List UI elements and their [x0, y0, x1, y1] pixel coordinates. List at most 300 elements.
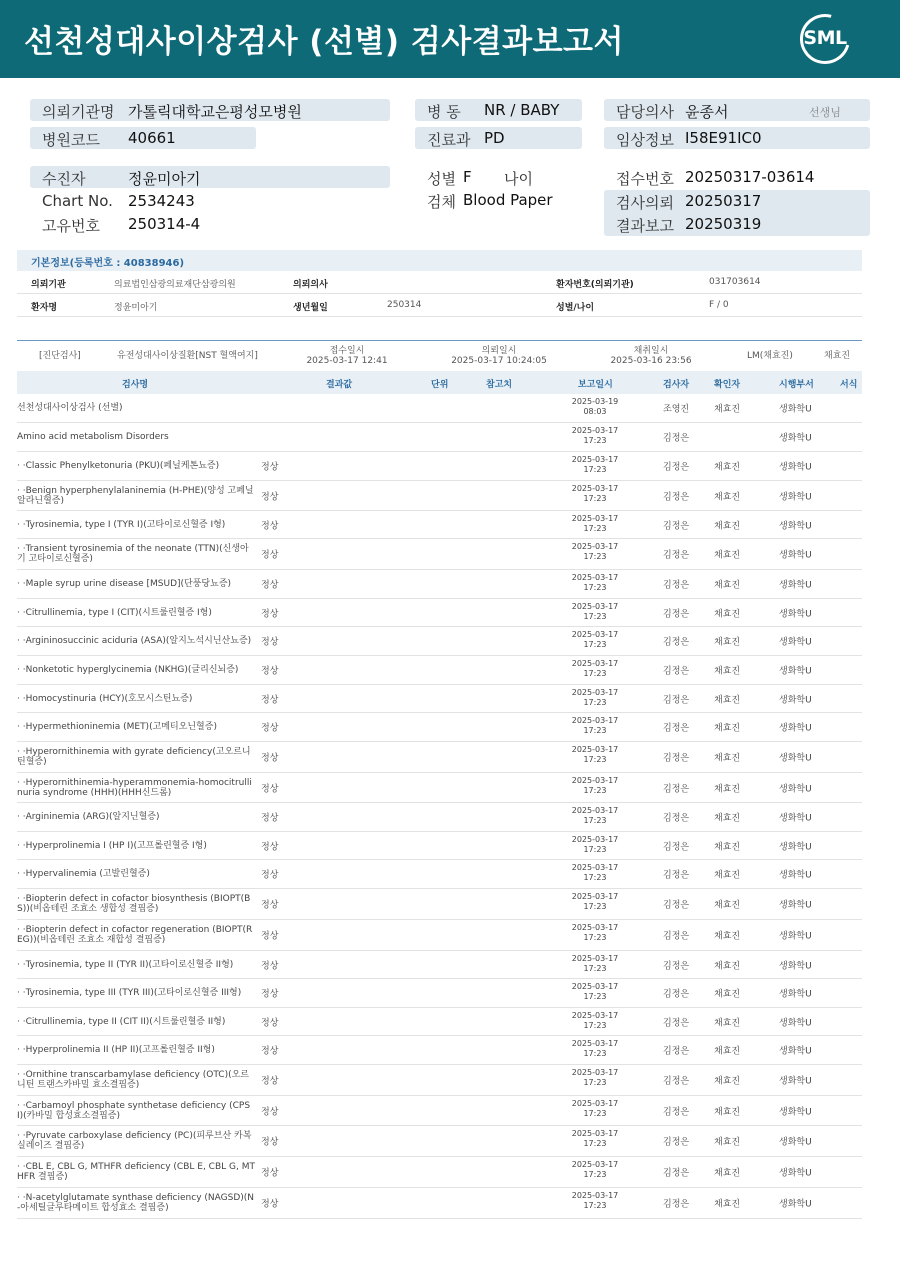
row-dept: 생화학U: [779, 753, 812, 764]
patient-value: 정윤미아기: [128, 170, 201, 188]
row-report-time: [565, 514, 625, 534]
table-row: [17, 832, 862, 860]
receipt-value: 20250317-03614: [685, 168, 815, 186]
row-report-clock: 17:23: [583, 1021, 607, 1030]
request-value: 20250317: [685, 192, 762, 210]
row-confirmer: 채효진: [714, 1018, 741, 1028]
row-confirmer: 채효진: [714, 813, 741, 824]
basic-pid-val: 031703614: [709, 277, 761, 287]
row-report-clock: 17:23: [583, 1078, 607, 1087]
basic-sexage-key: 성별/나이: [556, 303, 595, 313]
row-report-date: 2025-03-17: [571, 514, 619, 523]
th-dept: 시행부서: [779, 380, 814, 390]
row-report-clock: 17:23: [583, 1049, 607, 1058]
basic-name-val: 정윤미아기: [114, 303, 158, 313]
table-row: [17, 860, 862, 889]
row-report-date: 2025-03-17: [571, 1039, 619, 1048]
clinical-label: 임상정보: [616, 131, 674, 149]
row-report-time: [565, 630, 625, 650]
row-dept: 생화학U: [779, 961, 812, 971]
row-dept: 생화학U: [779, 900, 812, 911]
row-name: · ·Tyrosinemia, type III (TYR III)(고타이로신혈증 III형): [17, 988, 242, 998]
row-confirmer: 채효진: [714, 723, 741, 734]
row-report-clock: 17:23: [583, 494, 607, 503]
row-result: 정상: [261, 609, 279, 619]
row-report-clock: 17:23: [583, 524, 607, 533]
dept-value: PD: [484, 129, 505, 147]
row-report-clock: 17:23: [583, 786, 607, 795]
request-report-field: [604, 190, 870, 236]
diag-request-label: 의뢰일시: [481, 346, 517, 356]
row-dept: 생화학U: [779, 695, 812, 705]
table-row: [17, 951, 862, 979]
row-examiner: 김정은: [663, 900, 690, 911]
ward-field: [415, 99, 582, 121]
row-report-time: [565, 1160, 625, 1180]
row-report-time: [565, 863, 625, 883]
row-report-time: [565, 923, 625, 943]
row-name: · ·Hyperornithinemia-hyperammonemia-homocitrullinuria syndrome (HHH)(HHH신드롬): [17, 777, 252, 798]
row-confirmer: 채효진: [714, 580, 741, 591]
row-report-date: 2025-03-17: [571, 542, 619, 551]
receipt-field: [604, 166, 870, 188]
basic-info-section: [17, 250, 862, 317]
row-name: · ·Citrullinemia, type II (CIT II)(시트룰린혈증 II형): [17, 1016, 226, 1027]
row-examiner: 김정은: [663, 1076, 690, 1087]
row-report-date: 2025-03-17: [571, 892, 619, 901]
code-value: 40661: [128, 129, 176, 147]
row-report-clock: 17:23: [583, 964, 607, 973]
row-report-date: 2025-03-17: [571, 716, 619, 725]
row-result: 정상: [261, 1107, 279, 1117]
row-name: · ·Nonketotic hyperglycinemia (NKHG)(글리신뇌증): [17, 665, 239, 675]
sex-label: 성별: [427, 170, 456, 188]
row-dept: 생화학U: [779, 1076, 812, 1087]
age-label: 나이: [504, 170, 533, 188]
row-report-date: 2025-03-17: [571, 1068, 619, 1077]
row-report-time: [565, 1039, 625, 1059]
row-examiner: 김정은: [663, 931, 690, 942]
table-row: [17, 889, 862, 920]
row-examiner: 김정은: [663, 784, 690, 794]
table-row: [17, 979, 862, 1008]
row-confirmer: 채효진: [714, 989, 741, 1000]
table-row: [17, 539, 862, 570]
results-table-header: [17, 371, 862, 394]
row-report-date: 2025-03-17: [571, 1160, 619, 1169]
table-row: [17, 481, 862, 511]
row-report-date: 2025-03-17: [571, 1099, 619, 1108]
row-report-date: 2025-03-17: [571, 1129, 619, 1138]
row-name: · ·Benign hyperphenylalaninemia (H-PHE)(양성 고페닐알라닌혈증): [17, 485, 254, 506]
row-confirmer: 채효진: [714, 870, 741, 881]
report-value: 20250319: [685, 215, 762, 233]
row-examiner: 김정은: [663, 609, 690, 619]
row-confirmer: 채효진: [714, 1137, 741, 1148]
row-dept: 생화학U: [779, 666, 812, 677]
th-form: 서식: [840, 380, 858, 390]
row-name: · ·Hyperornithinemia with gyrate deficiency(고오르니틴혈증): [17, 747, 251, 767]
row-report-time: [565, 397, 625, 417]
row-report-clock: 17:23: [583, 583, 607, 592]
report-label: 결과보고: [616, 217, 674, 235]
row-report-date: 2025-03-17: [571, 745, 619, 754]
row-result: 정상: [261, 666, 279, 677]
row-dept: 생화학U: [779, 931, 812, 942]
row-dept: 생화학U: [779, 492, 812, 502]
row-report-time: [565, 542, 625, 562]
basic-sexage-val: F / 0: [709, 300, 729, 310]
row-examiner: 김정은: [663, 1046, 690, 1057]
row-name: 선천성대사이상검사 (선별): [17, 403, 123, 413]
row-result: 정상: [261, 462, 279, 473]
row-confirmer: 채효진: [714, 462, 741, 473]
th-report-time: 보고일시: [578, 380, 613, 390]
org-field: [30, 99, 390, 121]
row-dept: 생화학U: [779, 609, 812, 619]
row-dept: 생화학U: [779, 462, 812, 473]
ward-value: NR / BABY: [484, 101, 560, 119]
row-result: 정상: [261, 1046, 279, 1057]
diag-label: [진단검사]: [39, 351, 81, 361]
row-report-time: [565, 573, 625, 593]
row-confirmer: 채효진: [714, 492, 741, 502]
row-report-clock: 17:23: [583, 669, 607, 678]
row-result: 정상: [261, 637, 279, 648]
row-examiner: 김정은: [663, 1199, 690, 1210]
th-name: 검사명: [122, 380, 149, 390]
row-report-date: 2025-03-17: [571, 602, 619, 611]
row-confirmer: 채효진: [714, 784, 741, 794]
diag-request-time: 2025-03-17 10:24:05: [451, 356, 547, 366]
row-examiner: 김정은: [663, 666, 690, 677]
row-report-time: [565, 1191, 625, 1211]
row-report-clock: 17:23: [583, 640, 607, 649]
code-field: [30, 127, 256, 149]
row-name: · ·Citrullinemia, type I (CIT)(시트룰린혈증 I형): [17, 607, 212, 618]
row-examiner: 김정은: [663, 580, 690, 591]
table-row: [17, 599, 862, 627]
row-report-clock: 17:23: [583, 816, 607, 825]
row-examiner: 김정은: [663, 842, 690, 852]
row-report-clock: 17:23: [583, 933, 607, 942]
row-report-time: [565, 954, 625, 974]
row-confirmer: 채효진: [714, 637, 741, 648]
row-report-clock: 17:23: [583, 755, 607, 764]
row-report-clock: 17:23: [583, 902, 607, 911]
row-confirmer: 채효진: [714, 695, 741, 705]
table-row: [17, 685, 862, 713]
row-result: 정상: [261, 1137, 279, 1148]
row-result: 정상: [261, 813, 279, 824]
row-result: 정상: [261, 842, 279, 852]
org-label: 의뢰기관명: [42, 103, 115, 121]
row-confirmer: 채효진: [714, 1076, 741, 1087]
dept-label: 진료과: [427, 131, 471, 149]
row-examiner: 김정은: [663, 753, 690, 764]
row-report-clock: 17:23: [583, 1109, 607, 1118]
row-dept: 생화학U: [779, 433, 812, 444]
row-name: · ·Biopterin defect in cofactor regeneration (BIOPT(REG))(비옵테린 조효소 재합성 결핍증): [17, 925, 253, 945]
basic-org-val: 의료법인삼광의료재단삼광의원: [114, 280, 236, 290]
report-header: [0, 0, 900, 78]
row-result: 정상: [261, 961, 279, 971]
chart-value: 2534243: [128, 192, 195, 210]
row-report-clock: 17:23: [583, 698, 607, 707]
th-unit: 단위: [431, 380, 449, 390]
row-report-date: 2025-03-17: [571, 455, 619, 464]
row-dept: 생화학U: [779, 1199, 812, 1210]
diag-desc: 유전성대사이상질환[NST 혈액여지]: [117, 351, 258, 361]
row-report-clock: 17:23: [583, 612, 607, 621]
patient-label: 수진자: [42, 170, 86, 188]
row-report-clock: 17:23: [583, 845, 607, 854]
row-name: · ·Argininosuccinic aciduria (ASA)(알지노석시닌산뇨증): [17, 636, 252, 646]
chart-field: [30, 190, 390, 212]
row-name: · ·Hyperprolinemia I (HP I)(고프롤린혈증 I형): [17, 840, 207, 851]
basic-doc-key: 의뢰의사: [293, 280, 328, 290]
th-result: 결과값: [326, 380, 353, 390]
table-row: [17, 656, 862, 685]
row-result: 정상: [261, 753, 279, 764]
row-name: · ·Argininemia (ARG)(알지닌혈증): [17, 812, 160, 822]
basic-pid-key: 환자번호(의뢰기관): [556, 280, 634, 290]
row-confirmer: 채효진: [714, 1046, 741, 1057]
row-report-time: [565, 1011, 625, 1031]
row-report-clock: 17:23: [583, 1139, 607, 1148]
table-row: [17, 511, 862, 539]
row-name: · ·Homocystinuria (HCY)(호모시스틴뇨증): [17, 693, 193, 704]
row-name: · ·Tyrosinemia, type II (TYR II)(고타이로신혈증 II형): [17, 959, 234, 970]
basic-dob-val: 250314: [387, 300, 422, 310]
row-examiner: 조영진: [663, 404, 690, 415]
row-report-time: [565, 659, 625, 679]
row-name: · ·Pyruvate carboxylase deficiency (PC)(피루브산 카복실레이즈 결핍증): [17, 1131, 252, 1151]
table-row: [17, 452, 862, 481]
receipt-label: 접수번호: [616, 170, 674, 188]
diag-collect-time: 2025-03-16 23:56: [610, 356, 692, 366]
row-result: 정상: [261, 550, 279, 561]
row-report-date: 2025-03-17: [571, 426, 619, 435]
row-report-time: [565, 1099, 625, 1119]
table-row: [17, 1096, 862, 1126]
row-confirmer: 채효진: [714, 1107, 741, 1117]
row-result: 정상: [261, 989, 279, 1000]
diag-receipt-label: 접수일시: [329, 346, 365, 356]
basic-info-row-1: [17, 271, 862, 294]
row-report-date: 2025-03-17: [571, 573, 619, 582]
row-examiner: 김정은: [663, 813, 690, 824]
basic-dob-key: 생년월일: [293, 303, 328, 313]
sml-logo: [800, 14, 850, 64]
basic-info-row-2: [17, 294, 862, 317]
uid-label: 고유번호: [42, 217, 100, 235]
table-row: [17, 920, 862, 951]
ward-label: 병 동: [427, 103, 461, 121]
org-value: 가톨릭대학교은평성모병원: [128, 103, 302, 121]
basic-info-header: 기본정보(등록번호 : 40838946): [17, 250, 862, 271]
row-dept: 생화학U: [779, 989, 812, 1000]
row-dept: 생화학U: [779, 550, 812, 561]
row-report-clock: 17:23: [583, 465, 607, 474]
table-row: [17, 713, 862, 742]
table-row: [17, 1157, 862, 1188]
uid-value: 250314-4: [128, 215, 201, 233]
row-dept: 생화학U: [779, 723, 812, 734]
row-confirmer: 채효진: [714, 900, 741, 911]
row-confirmer: 채효진: [714, 842, 741, 852]
diag-collect-label: 채취일시: [633, 346, 669, 356]
code-label: 병원코드: [42, 131, 100, 149]
specimen-label: 검체: [427, 193, 456, 211]
row-report-time: [565, 745, 625, 765]
row-result: 정상: [261, 870, 279, 881]
row-confirmer: 채효진: [714, 666, 741, 677]
row-report-date: 2025-03-17: [571, 630, 619, 639]
row-confirmer: 채효진: [714, 961, 741, 971]
row-report-time: [565, 776, 625, 796]
row-report-date: 2025-03-17: [571, 982, 619, 991]
table-row: [17, 394, 862, 423]
row-confirmer: 채효진: [714, 404, 741, 415]
row-result: 정상: [261, 784, 279, 794]
row-name: · ·Tyrosinemia, type I (TYR I)(고타이로신혈증 I형): [17, 519, 226, 530]
th-examiner: 검사자: [663, 380, 690, 390]
row-report-date: 2025-03-17: [571, 1011, 619, 1020]
row-dept: 생화학U: [779, 580, 812, 591]
row-name: · ·CBL E, CBL G, MTHFR deficiency (CBL E, CBL G, MTHFR 결핍증): [17, 1162, 255, 1182]
row-name: · ·Transient tyrosinemia of the neonate (TTN)(신생아기 고타이로신혈증): [17, 544, 249, 564]
row-dept: 생화학U: [779, 1137, 812, 1148]
row-confirmer: 채효진: [714, 609, 741, 619]
row-dept: 생화학U: [779, 1107, 812, 1117]
row-result: 정상: [261, 723, 279, 734]
row-confirmer: 채효진: [714, 931, 741, 942]
row-result: 정상: [261, 492, 279, 502]
row-dept: 생화학U: [779, 1046, 812, 1057]
row-name: · ·Maple syrup urine disease [MSUD](단풍당뇨증): [17, 579, 232, 589]
row-result: 정상: [261, 695, 279, 705]
specimen-field: [415, 189, 595, 211]
row-report-date: 2025-03-17: [571, 688, 619, 697]
row-result: 정상: [261, 900, 279, 911]
row-name: · ·Ornithine transcarbamylase deficiency (OTC)(오르니틴 트랜스카바밀 효소결핍증): [17, 1070, 249, 1090]
row-report-date: 2025-03-17: [571, 863, 619, 872]
row-report-time: [565, 716, 625, 736]
row-result: 정상: [261, 1168, 279, 1179]
row-dept: 생화학U: [779, 1168, 812, 1179]
report-title: 선천성대사이상검사 (선별) 검사결과보고서: [24, 24, 624, 60]
row-report-clock: 17:23: [583, 552, 607, 561]
table-row: [17, 1188, 862, 1219]
row-report-date: 2025-03-17: [571, 954, 619, 963]
sex-value: F: [463, 168, 472, 186]
uid-field: [30, 213, 390, 235]
table-row: [17, 423, 862, 452]
clinical-field: [604, 127, 870, 149]
doctor-suffix: 선생님: [809, 106, 841, 119]
sex-age-field: [415, 166, 595, 188]
row-confirmer: 채효진: [714, 521, 741, 531]
row-confirmer: 채효진: [714, 1199, 741, 1210]
row-name: · ·N-acetylglutamate synthase deficiency (NAGSD)(N-아세틸글루타메이트 합성효소 결핍증): [17, 1193, 255, 1213]
row-dept: 생화학U: [779, 404, 812, 415]
table-row: [17, 1036, 862, 1065]
row-confirmer: 채효진: [714, 753, 741, 764]
row-dept: 생화학U: [779, 637, 812, 648]
row-report-time: [565, 426, 625, 446]
basic-org-key: 의뢰기관: [31, 280, 66, 290]
row-report-date: 2025-03-17: [571, 484, 619, 493]
row-examiner: 김정은: [663, 870, 690, 881]
dept-field: [415, 127, 582, 149]
row-report-date: 2025-03-17: [571, 835, 619, 844]
row-examiner: 김정은: [663, 433, 690, 444]
row-report-date: 2025-03-19: [571, 397, 619, 406]
row-report-clock: 17:23: [583, 873, 607, 882]
row-report-clock: 08:03: [583, 407, 607, 416]
table-row: [17, 1126, 862, 1157]
patient-field: [30, 166, 390, 188]
row-report-time: [565, 806, 625, 826]
row-examiner: 김정은: [663, 1137, 690, 1148]
row-report-date: 2025-03-17: [571, 806, 619, 815]
row-report-clock: 17:23: [583, 1201, 607, 1210]
row-confirmer: 채효진: [714, 550, 741, 561]
diag-lm: LM(채효진): [747, 351, 793, 361]
clinical-value: I58E91IC0: [685, 129, 762, 147]
diag-verifier: 채효진: [824, 351, 851, 361]
row-report-clock: 17:23: [583, 726, 607, 735]
logo-text: SML: [803, 27, 847, 49]
row-examiner: 김정은: [663, 961, 690, 971]
th-ref: 참고치: [486, 380, 513, 390]
doctor-value: 윤종서: [685, 103, 729, 121]
table-row: [17, 773, 862, 803]
th-confirmer: 확인자: [714, 380, 741, 390]
row-name: · ·Hypervalinemia (고발린혈증): [17, 869, 150, 879]
row-examiner: 김정은: [663, 989, 690, 1000]
row-report-time: [565, 1129, 625, 1149]
row-examiner: 김정은: [663, 1168, 690, 1179]
row-report-clock: 17:23: [583, 1170, 607, 1179]
row-examiner: 김정은: [663, 695, 690, 705]
row-report-date: 2025-03-17: [571, 776, 619, 785]
row-report-time: [565, 602, 625, 622]
table-row: [17, 742, 862, 773]
request-label: 검사의뢰: [616, 194, 674, 212]
row-examiner: 김정은: [663, 637, 690, 648]
row-examiner: 김정은: [663, 723, 690, 734]
row-dept: 생화학U: [779, 521, 812, 531]
row-report-time: [565, 835, 625, 855]
row-name: Amino acid metabolism Disorders: [17, 432, 169, 442]
row-examiner: 김정은: [663, 521, 690, 531]
row-dept: 생화학U: [779, 1018, 812, 1028]
row-report-clock: 17:23: [583, 992, 607, 1001]
table-row: [17, 1008, 862, 1036]
row-report-time: [565, 455, 625, 475]
row-examiner: 김정은: [663, 462, 690, 473]
row-dept: 생화학U: [779, 813, 812, 824]
row-name: · ·Hyperprolinemia II (HP II)(고프롤린혈증 II형): [17, 1045, 215, 1055]
row-dept: 생화학U: [779, 784, 812, 794]
row-report-clock: 17:23: [583, 436, 607, 445]
specimen-value: Blood Paper: [463, 191, 553, 209]
table-row: [17, 570, 862, 599]
row-report-time: [565, 484, 625, 504]
row-name: · ·Hypermethioninemia (MET)(고메티오닌혈증): [17, 722, 217, 732]
